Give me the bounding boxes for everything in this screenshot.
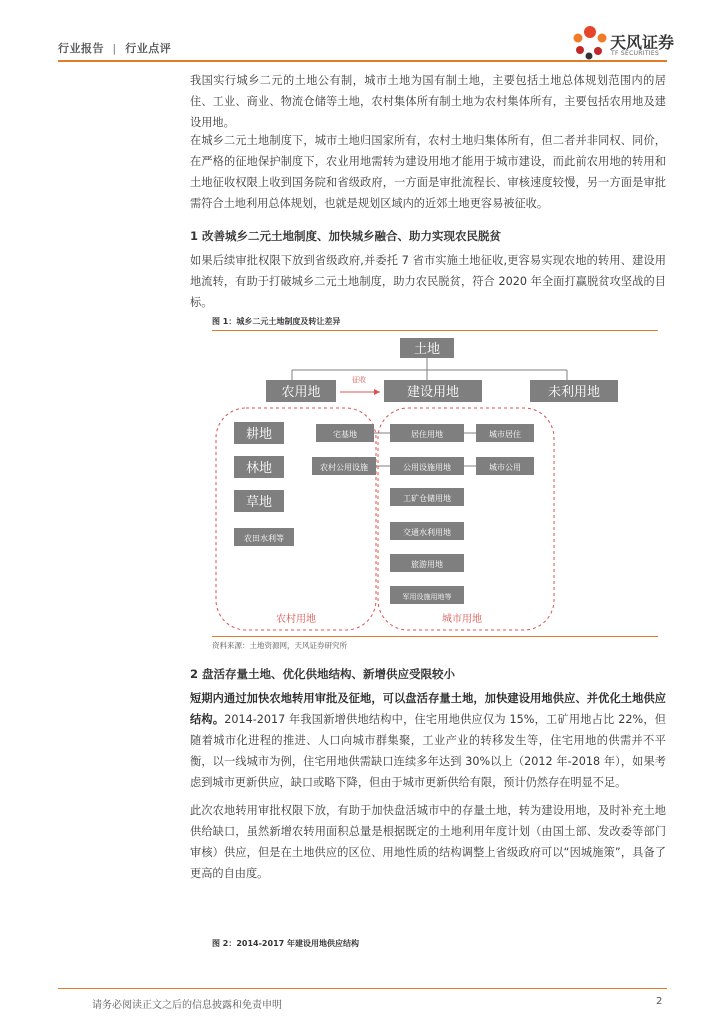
figure-1-source: 资料来源：土地资源网，天风证券研究所 — [212, 641, 347, 650]
root-label: 土地 — [413, 342, 441, 357]
header-rule — [58, 60, 667, 62]
city-use-label: 城市居住 — [489, 430, 521, 439]
header-separator: | — [112, 42, 117, 55]
urban-construction-label: 军用设施用地等 — [402, 593, 452, 601]
section-heading-1: 1 改善城乡二元土地制度、加快城乡融合、助力实现农民脱贫 — [190, 229, 502, 243]
city-use-label: 城市公用 — [489, 463, 521, 472]
land-system-diagram — [212, 334, 658, 634]
urban-construction-label: 居住用地 — [411, 430, 443, 439]
report-subtype: 行业点评 — [125, 42, 172, 55]
arrow-head-icon — [374, 389, 380, 395]
figure-2-title: 图 2：2014-2017 年建设用地供应结构 — [212, 939, 359, 948]
section-heading-2: 2 盘活存量土地、优化供地结构、新增供应受限较小 — [190, 667, 456, 681]
farm-item-label: 草地 — [245, 495, 273, 510]
farm-item-label: 耕地 — [245, 427, 273, 442]
urban-construction-label: 公用设施用地 — [403, 463, 451, 472]
logo-text: 天风证券 — [610, 33, 675, 52]
footer-disclaimer: 请务必阅读正文之后的信息披露和免责申明 — [92, 1000, 282, 1011]
paragraph-4-body: 2014-2017 年我国新增供地结构中，住宅用地供应仅为 15%，工矿用地占比 22%，但随着城市化进程的推进、人口向城市群集聚，工业产业的转移发生等，住宅用地的供需并不平衡，以一线城市为例，住宅用地供需缺口连续多年达到 30%以上（2012 年-2018 年），如果考虑到城市更新供应，缺口或略下降，但由于城市更新供给有限，预计仍然存在明显不足。 — [190, 713, 666, 789]
footer-rule — [58, 988, 667, 989]
farm-item-label: 林地 — [245, 461, 273, 476]
report-header — [58, 40, 171, 56]
arrow-label: 征收 — [352, 376, 366, 384]
paragraph-5: 此次农地转用审批权限下放，有助于加快盘活城市中的存量土地，转为建设用地，及时补充土地供给缺口，虽然新增农转用面积总量是根据既定的土地利用年度计划（由国土部、发改委等部门审核）供应，但是在土地供应的区位、用地性质的结构调整上省级政府可以“因城施策”，具备了更高的自由度。 — [190, 804, 666, 880]
figure-1-bottom-rule — [212, 636, 658, 637]
figure-1-rule — [212, 330, 658, 331]
report-type: 行业报告 — [58, 42, 104, 55]
farm-item-label: 农田水利等 — [244, 534, 284, 543]
rural-region-label: 农村用地 — [276, 614, 316, 625]
category-construction-label: 建设用地 — [406, 385, 460, 400]
diagram-connectors — [292, 358, 567, 380]
logo-subtext: TF SECURITIES — [611, 50, 660, 57]
paragraph-4-lead: 短期内通过加快农地转用审批及征地，可以盘活存量土地，加快建设用地供应、并优化土地供应结构。 — [190, 692, 666, 726]
category-farm-label: 农用地 — [281, 385, 321, 400]
page-number: 2 — [656, 996, 663, 1007]
paragraph-1: 我国实行城乡二元的土地公有制，城市土地为国有制土地，主要包括土地总体规划范围内的居住、工业、商业、物流仓储等土地，农村集体所有制土地为农村集体所有，主要包括农用地及建设用地。 — [190, 74, 666, 129]
paragraph-3: 如果后续审批权限下放到省级政府,并委托 7 省市实施土地征收,更容易实现农地的转用、建设用地流转，有助于打破城乡二元土地制度，助力农民脱贫，符合 2020 年全面打赢脱贫攻坚战的目标。 — [190, 254, 666, 309]
figure-1-title: 图 1：城乡二元土地制度及转让差异 — [212, 317, 341, 326]
city-region-label: 城市用地 — [442, 614, 482, 625]
paragraph-4 — [190, 688, 666, 793]
urban-construction-list — [390, 424, 464, 604]
urban-construction-label: 工矿仓储用地 — [403, 494, 451, 503]
urban-construction-label: 旅游用地 — [411, 560, 443, 569]
company-logo-icon — [568, 22, 612, 62]
category-unused-label: 未利用地 — [547, 385, 601, 400]
paragraph-2: 在城乡二元土地制度下，城市土地归国家所有，农村土地归集体所有，但二者并非同权、同价，在严格的征地保护制度下，农业用地需转为建设用地才能用于城市建设，而此前农用地的转用和土地征收权限上收到国务院和省级政府，一方面是审批流程长、审核速度较慢，另一方面是审批需符合土地利用总体规划，也就是规划区域内的近郊土地更容易被征收。 — [190, 134, 666, 210]
urban-construction-label: 交通水利用地 — [403, 528, 451, 537]
rural-construction-label: 宅基地 — [333, 430, 357, 439]
rural-construction-label: 农村公用设施 — [320, 463, 368, 472]
